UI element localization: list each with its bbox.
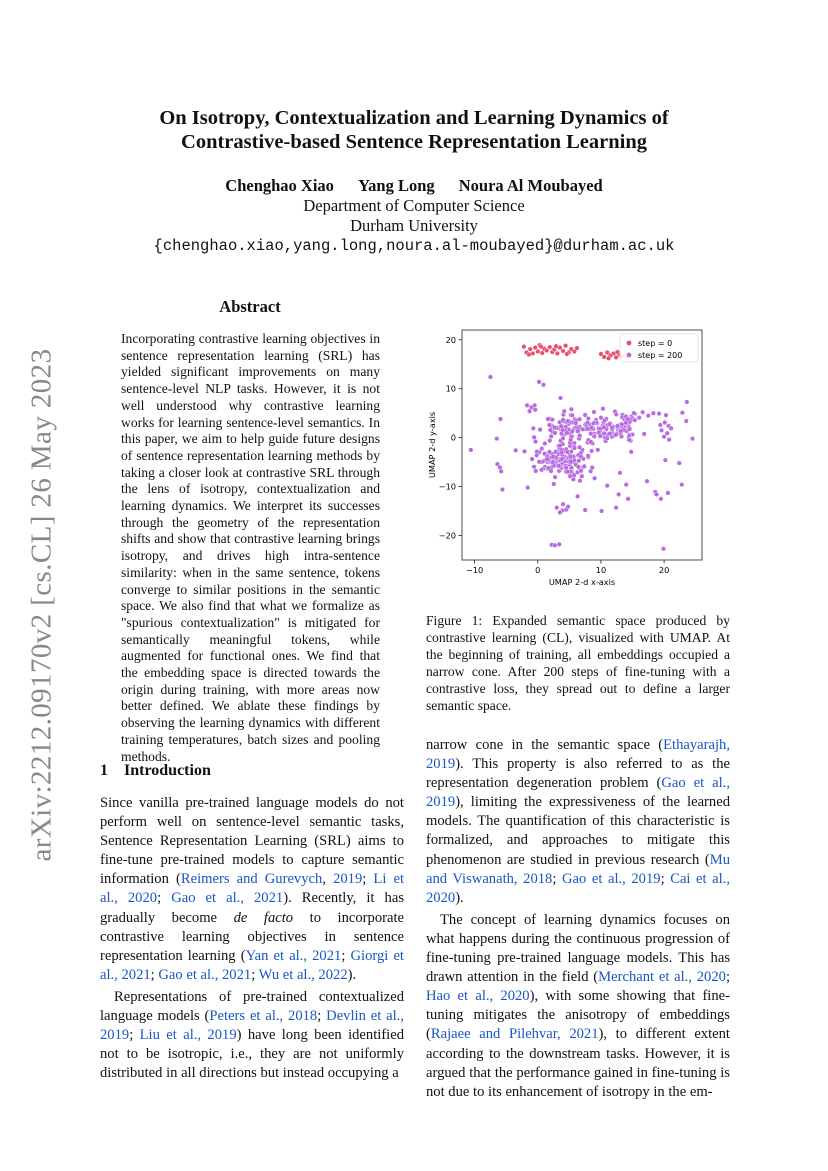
author-emails: {chenghao.xiao,yang.long,noura.al-moubayed}@durham.ac.uk: [153, 237, 675, 255]
title-line-1: On Isotropy, Contextualization and Learning Dynamics of: [159, 107, 669, 129]
step-0-point: [554, 344, 559, 349]
step-200-point: [546, 417, 551, 422]
step-200-point: [589, 431, 594, 436]
step-200-point: [571, 477, 576, 482]
step-200-point: [586, 453, 591, 458]
step-200-point: [605, 483, 610, 488]
y-axis-label: UMAP 2-d y-axis: [427, 411, 437, 479]
affiliation-department: Department of Computer Science: [303, 196, 525, 215]
step-200-point: [557, 542, 562, 547]
step-0-point: [547, 345, 552, 350]
citation-link[interactable]: Devlin et al., 2019: [100, 1008, 404, 1044]
step-200-point: [577, 417, 582, 422]
step-200-point: [525, 403, 530, 408]
step-200-point: [561, 502, 566, 507]
step-200-point: [663, 458, 668, 463]
step-200-point: [549, 469, 554, 474]
step-200-point: [547, 450, 552, 455]
step-200-point: [558, 443, 563, 448]
step-200-point: [640, 410, 645, 415]
step-200-point: [558, 396, 563, 401]
abstract-text: Incorporating contrastive learning objectives in sentence representation learning (SRL) has yielded significant improvements on many sentence-level NLP tasks. However, it is not well understood why contrastive learning works for learning sentence-level semantics. In this paper, we aim to help guide future designs of sentence representation learning methods by taking a closer look at contrastive SRL through the lens of isotropy, contextualization and learning dynamics. We interpret its successes through the geometry of the representation shifts and show that contrastive learning brings isotropy, and drives high intra-sentence similarity: when in the same sentence, tokens converge to similar positions in the semantic space. We also find that what we formalize as "spurious contextualization" is mitigated for semantically meaningful tokens, while augmented for functional ones. We find that the embedding space is directed towards the origin during training, with more areas now better defined. We ablate these findings by observing the learning dynamics with different training temperatures, batch sizes and pooling methods.: [121, 331, 380, 764]
citation-link[interactable]: Li et al., 2020: [100, 871, 405, 907]
step-200-point: [677, 461, 682, 466]
step-0-point: [615, 350, 620, 355]
step-200-point: [551, 454, 556, 459]
citation-link[interactable]: Cai et al., 2020: [426, 870, 731, 906]
figure-caption: Figure 1: Expanded semantic space produced by contrastive learning (CL), visualized with UMAP. At the beginning of training, all embeddings occupied a narrow cone. After 200 steps of fine-tuning with a contrastive loss, they spread out to define a larger semantic space.: [426, 613, 730, 713]
step-200-point: [565, 470, 570, 475]
step-200-point: [551, 460, 556, 465]
step-200-point: [629, 450, 634, 455]
step-200-point: [548, 428, 553, 433]
step-200-point: [499, 469, 504, 474]
step-200-point: [559, 424, 564, 429]
step-200-point: [568, 438, 573, 443]
step-0-point: [555, 351, 560, 356]
legend-label: step = 200: [638, 351, 683, 360]
step-200-point: [583, 508, 588, 513]
step-200-point: [568, 454, 573, 459]
citation-link[interactable]: Gao et al., 2019: [561, 870, 661, 887]
step-200-point: [538, 427, 543, 432]
step-200-point: [559, 450, 564, 455]
affiliation-university: Durham University: [350, 216, 478, 235]
step-200-point: [602, 425, 607, 430]
y-tick-label: 10: [445, 383, 456, 394]
intro-paragraph-3: narrow cone in the semantic space (Ethayarajh, 2019). This property is also referred to as the representation degeneration problem (Gao et al., 2019), limiting the expressiveness of the learned models. The quantification of this characteristic is formalized, and approaches to mitigate this phenomenon are studied in previous research (Mu and Viswanath, 2018; Gao et al., 2019; Cai et al., 2020).: [426, 737, 731, 906]
step-200-point: [570, 413, 575, 418]
step-200-point: [553, 449, 558, 454]
plot-frame: [462, 330, 702, 560]
step-200-point: [579, 454, 584, 459]
citation-link[interactable]: Merchant et al., 2020: [598, 969, 726, 986]
x-tick-label: 20: [658, 565, 670, 575]
intro-paragraph-1: Since vanilla pre-trained language models do not perform well on sentence-level semantic tasks, Sentence Representation Learning (SRL) aims to fine-tune pre-trained models to capture semantic information (Reimers and Gurevych, 2019; Li et al., 2020; Gao et al., 2021). Recently, it has gradually become de facto to incorporate contrastive learning objectives in sentence representation learning (Yan et al., 2021; Giorgi et al., 2021; Gao et al., 2021; Wu et al., 2022).: [100, 795, 405, 983]
step-200-point: [576, 429, 581, 434]
step-200-point: [637, 415, 642, 420]
step-200-point: [562, 409, 567, 414]
step-200-point: [541, 383, 546, 388]
step-200-point: [545, 457, 550, 462]
step-200-point: [561, 418, 566, 423]
left-column-body: [100, 794, 404, 1083]
step-200-point: [592, 410, 597, 415]
step-200-point: [591, 421, 596, 426]
step-200-point: [614, 505, 619, 510]
step-200-point: [534, 453, 539, 458]
step-0-point: [522, 344, 527, 349]
step-200-point: [662, 434, 667, 439]
intro-paragraph-2: Representations of pre-trained contextualized language models (Peters et al., 2018; Devlin et al., 2019; Liu et al., 2019) have long been identified not to be isotropic, i.e., they are not uniformly distributed in all directions but instead occupying a: [100, 988, 405, 1082]
step-200-point: [531, 426, 536, 431]
step-200-point: [522, 449, 527, 454]
step-200-point: [578, 478, 583, 483]
citation-link[interactable]: Ethayarajh, 2019: [426, 737, 730, 773]
step-200-point: [667, 437, 672, 442]
step-200-point: [602, 418, 607, 423]
step-200-point: [533, 439, 538, 444]
step-200-point: [542, 441, 547, 446]
step-200-point: [590, 465, 595, 470]
step-200-point: [601, 406, 606, 411]
step-200-point: [626, 417, 631, 422]
legend-marker: [627, 341, 632, 346]
step-200-point: [539, 446, 544, 451]
step-200-point: [585, 420, 590, 425]
step-200-point: [642, 432, 647, 437]
step-200-point: [614, 433, 619, 438]
x-tick-label: 0: [535, 565, 541, 575]
citation-link[interactable]: Hao et al., 2020: [426, 988, 530, 1005]
step-200-point: [576, 458, 581, 463]
step-200-point: [680, 410, 685, 415]
step-200-point: [577, 433, 582, 438]
x-tick-label: −10: [465, 565, 484, 575]
step-200-point: [552, 425, 557, 430]
step-200-point: [624, 482, 629, 487]
step-200-point: [553, 431, 558, 436]
step-200-point: [566, 419, 571, 424]
step-200-point: [532, 403, 537, 408]
step-200-point: [575, 494, 580, 499]
step-200-point: [533, 469, 538, 474]
citation-link[interactable]: Liu et al., 2019: [139, 1027, 237, 1044]
step-0-point: [575, 346, 580, 351]
step-200-point: [592, 476, 597, 481]
step-200-point: [589, 439, 594, 444]
step-200-point: [579, 469, 584, 474]
step-200-point: [627, 438, 632, 443]
author-names: [100, 176, 728, 196]
step-200-point: [646, 413, 651, 418]
step-200-point: [552, 482, 557, 487]
y-tick-label: −20: [438, 530, 456, 541]
right-column-body: [426, 736, 730, 1102]
step-200-point: [645, 479, 650, 484]
step-200-point: [513, 448, 518, 453]
step-200-point: [574, 421, 579, 426]
step-200-point: [572, 473, 577, 478]
step-200-point: [572, 446, 577, 451]
step-200-point: [553, 543, 558, 548]
paper-title: [100, 106, 728, 154]
step-200-point: [580, 427, 585, 432]
y-tick-label: 20: [445, 334, 456, 345]
citation-link[interactable]: Gao et al., 2021: [171, 890, 284, 907]
step-200-point: [582, 464, 587, 469]
step-200-point: [690, 436, 695, 441]
step-200-point: [469, 448, 474, 453]
y-tick-label: −10: [438, 481, 456, 492]
step-200-point: [662, 420, 667, 425]
x-tick-label: 10: [595, 565, 607, 575]
step-200-point: [568, 460, 573, 465]
abstract-heading: Abstract: [219, 297, 281, 316]
step-0-point: [563, 343, 568, 348]
section-heading-introduction: [100, 762, 211, 780]
step-200-point: [532, 435, 537, 440]
step-200-point: [669, 426, 674, 431]
step-200-point: [619, 429, 624, 434]
step-200-point: [498, 417, 503, 422]
legend-label: step = 0: [638, 339, 673, 348]
step-200-point: [537, 459, 542, 464]
step-200-point: [500, 487, 505, 492]
step-200-point: [565, 450, 570, 455]
legend-marker: [627, 353, 632, 358]
step-0-point: [528, 347, 533, 352]
step-200-point: [589, 449, 594, 454]
citation-link[interactable]: Reimers and Gurevych: [180, 871, 323, 888]
step-200-point: [610, 425, 615, 430]
author-block: [100, 176, 728, 256]
step-200-point: [679, 482, 684, 487]
step-200-point: [530, 457, 535, 462]
step-200-point: [684, 419, 689, 424]
citation-link[interactable]: Yan et al., 2021: [245, 947, 342, 964]
step-200-point: [558, 510, 563, 515]
step-200-point: [549, 434, 554, 439]
step-200-point: [627, 433, 632, 438]
step-0-point: [606, 356, 611, 361]
umap-scatter-plot: [426, 322, 731, 592]
step-200-point: [618, 471, 623, 476]
y-tick-label: 0: [450, 432, 456, 443]
arxiv-stamp: [20, 350, 64, 860]
step-200-point: [537, 380, 542, 385]
step-200-point: [560, 457, 565, 462]
author-name: Chenghao Xiao: [225, 176, 334, 195]
step-200-point: [494, 436, 499, 441]
step-0-point: [539, 344, 544, 349]
step-200-point: [657, 411, 662, 416]
step-200-point: [556, 463, 561, 468]
step-200-point: [577, 445, 582, 450]
step-200-point: [595, 448, 600, 453]
step-200-point: [619, 434, 624, 439]
citation-link[interactable]: Gao et al., 2019: [426, 775, 730, 811]
arxiv-identifier: arXiv:2212.09170v2 [cs.CL] 26 May 2023: [25, 348, 58, 862]
step-200-point: [532, 464, 537, 469]
step-200-point: [589, 426, 594, 431]
step-200-point: [661, 546, 666, 551]
step-200-point: [539, 468, 544, 473]
step-200-point: [608, 431, 613, 436]
step-200-point: [553, 475, 558, 480]
step-0-point: [535, 349, 540, 354]
step-200-point: [632, 411, 637, 416]
chart-legend: [620, 334, 698, 362]
step-200-point: [576, 465, 581, 470]
x-axis-label: UMAP 2-d x-axis: [548, 577, 616, 587]
step-200-point: [547, 423, 552, 428]
step-200-point: [633, 418, 638, 423]
step-200-point: [550, 417, 555, 422]
intro-paragraph-4: The concept of learning dynamics focuses on what happens during the continuous progression of fine-tuning pre-trained language models. This has drawn attention in the field (Merchant et al., 2020; Hao et al., 2020), with some showing that fine-tuning mitigates the anisotropy of embeddings (Rajaee and Pilehvar, 2021), to different extent according to the downstream tasks. However, it is argued that the performance gained in fine-tuning is not due to its enhancement of isotropy in the em-: [426, 911, 730, 1100]
step-200-point: [654, 492, 659, 497]
step-200-point: [533, 407, 538, 412]
section-title: Introduction: [124, 762, 211, 779]
step-0-point: [527, 352, 532, 357]
step-200-point: [659, 497, 664, 502]
step-0-point: [561, 349, 566, 354]
author-name: Noura Al Moubayed: [458, 176, 603, 195]
citation-link[interactable]: Peters et al., 2018: [209, 1008, 318, 1025]
section-number: 1: [100, 762, 108, 779]
citation-link[interactable]: 2019: [333, 871, 363, 888]
citation-link[interactable]: Wu et al., 2022: [258, 966, 348, 983]
citation-link[interactable]: Rajaee and Pilehvar, 2021: [430, 1026, 599, 1043]
step-200-point: [554, 505, 559, 510]
title-line-2: Contrastive-based Sentence Representation Learning: [181, 131, 647, 153]
step-200-point: [651, 411, 656, 416]
step-200-point: [626, 497, 631, 502]
step-200-point: [488, 375, 493, 380]
step-200-point: [547, 438, 552, 443]
citation-link[interactable]: Gao et al., 2021: [158, 966, 252, 983]
step-200-point: [658, 423, 663, 428]
step-200-point: [527, 409, 532, 414]
step-200-point: [685, 400, 690, 405]
step-200-point: [566, 504, 571, 509]
step-200-point: [666, 491, 671, 496]
step-200-point: [579, 474, 584, 479]
citation-link[interactable]: Giorgi et al., 2021: [100, 947, 404, 983]
step-200-point: [599, 509, 604, 514]
step-0-point: [540, 351, 545, 356]
step-200-point: [614, 412, 619, 417]
step-200-point: [565, 431, 570, 436]
step-200-point: [583, 413, 588, 418]
step-200-point: [561, 436, 566, 441]
step-0-point: [565, 352, 570, 357]
step-200-point: [598, 434, 603, 439]
citation-link[interactable]: Mu and Viswanath, 2018: [426, 851, 730, 887]
step-0-point: [602, 355, 607, 360]
step-200-point: [627, 427, 632, 432]
step-200-point: [659, 428, 664, 433]
author-name: Yang Long: [358, 176, 435, 195]
step-200-point: [664, 413, 669, 418]
step-200-point: [616, 492, 621, 497]
step-200-point: [569, 407, 574, 412]
step-200-point: [525, 485, 530, 490]
